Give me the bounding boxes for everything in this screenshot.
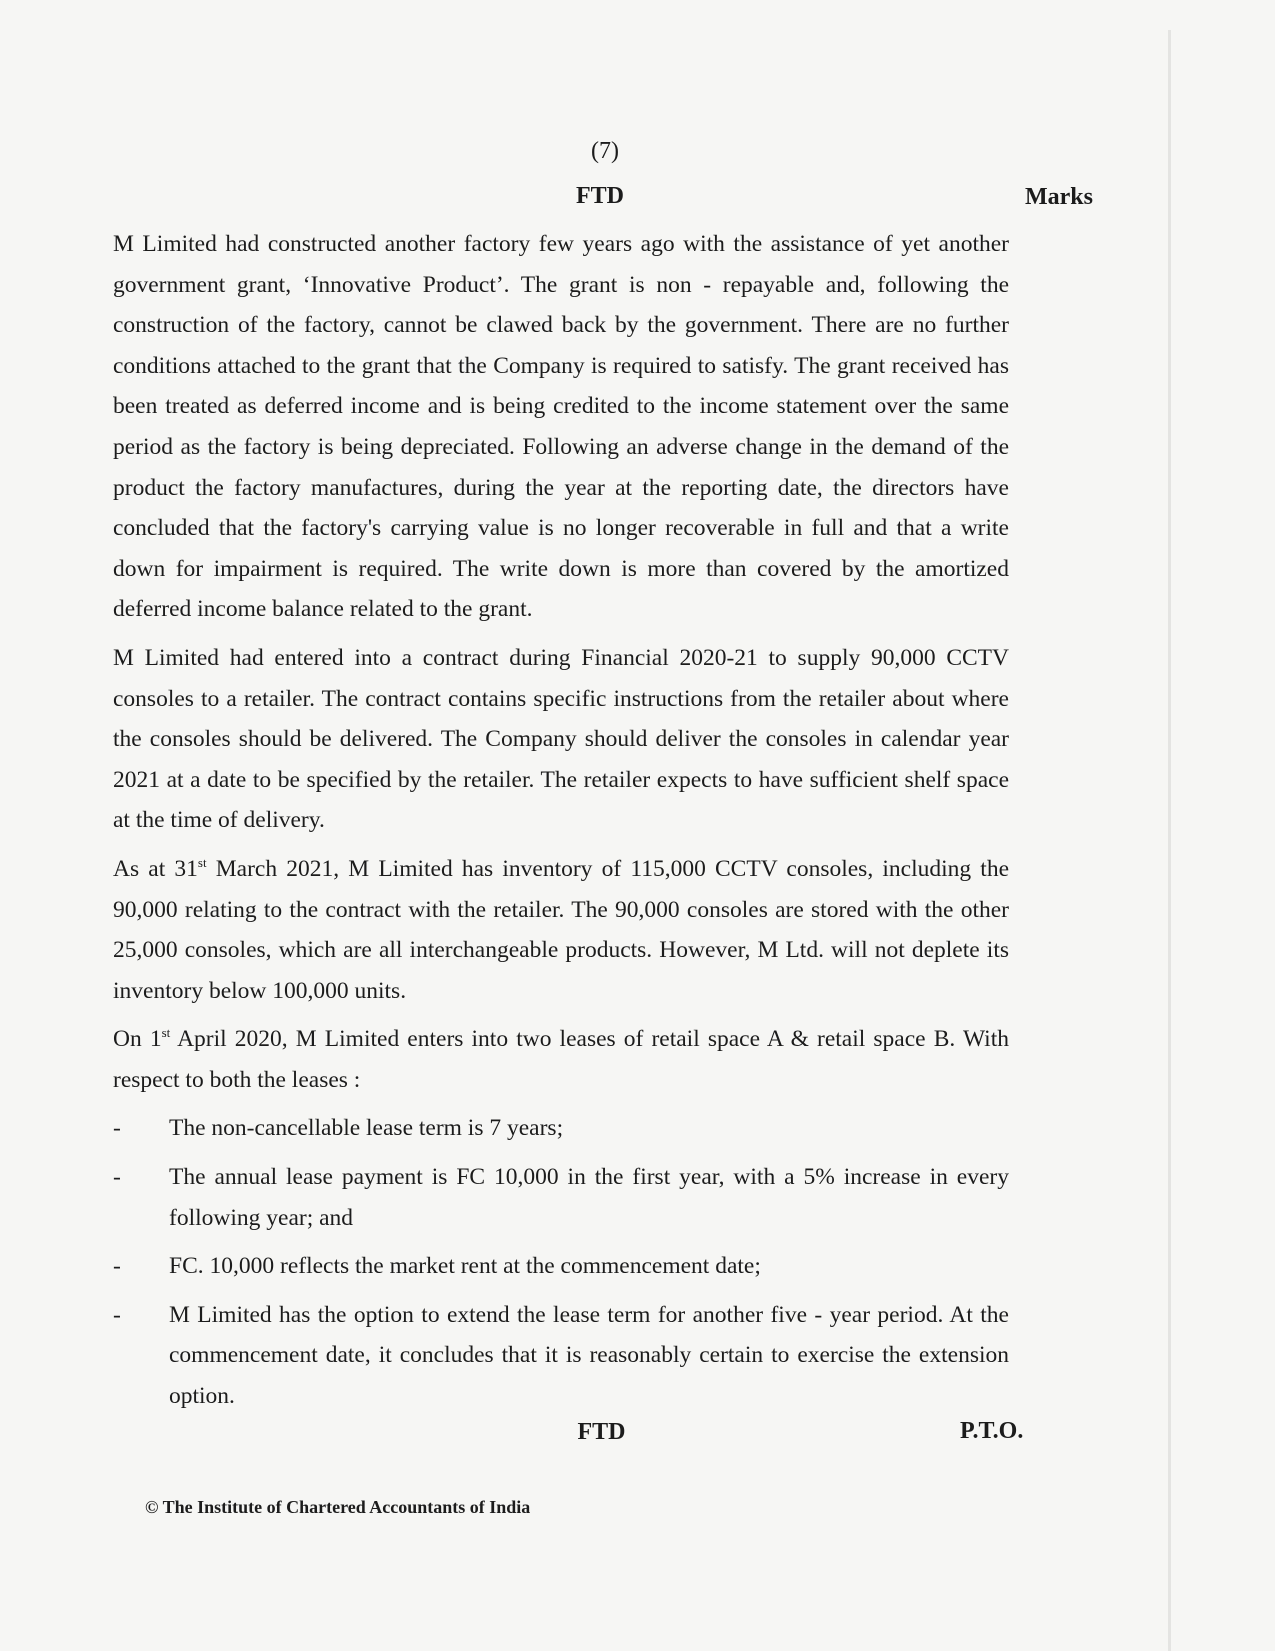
list-item xyxy=(113,1295,1009,1417)
paragraph-contract: M Limited had entered into a contract during Financial 2020-21 to supply 90,000 CCTV consoles to a retailer. The contract contains specific instructions from the retailer about where the consoles should be delivered. The Company should deliver the consoles in calendar year 2021 at a date to be specified by the retailer. The retailer expects to have sufficient shelf space at the time of delivery. xyxy=(113,644,1009,834)
list-item-text: M Limited has the option to extend the lease term for another five - year period. At the commencement date, it concludes that it is reasonably certain to exercise the extension option. xyxy=(169,1301,1009,1410)
ordinal-suffix: st xyxy=(161,1025,171,1041)
dash-bullet: - xyxy=(113,1164,121,1191)
list-item xyxy=(113,1108,1009,1149)
list-item-text: The non-cancellable lease term is 7 years; xyxy=(169,1115,564,1142)
ordinal-suffix: st xyxy=(197,854,207,870)
paragraph-inventory-pre: As at 31 xyxy=(113,855,198,882)
paragraph-grant: M Limited had constructed another factory few years ago with the assistance of yet another government grant, ‘Innovative Product’. The grant is non - repayable and, following the construction of the factory, cannot be clawed back by the government. There are no further conditions attached to the grant that the Company is required to satisfy. The grant received has been treated as deferred income and is being credited to the income statement over the same period as the factory is being depreciated. Following an adverse change in the demand of the product the factory manufactures, during the year at the reporting date, the directors have concluded that the factory's carrying value is no longer recoverable in full and that a write down for impairment is required. The write down is more than covered by the amortized deferred income balance related to the grant. xyxy=(113,231,1009,623)
copyright-notice: © The Institute of Chartered Accountants of India xyxy=(145,1497,531,1517)
dash-bullet: - xyxy=(113,1301,121,1328)
lease-terms-list xyxy=(113,1108,1009,1416)
dash-bullet: - xyxy=(113,1253,121,1280)
question-body xyxy=(113,224,1009,1425)
paragraph-leases xyxy=(113,1019,1009,1100)
list-item-text: FC. 10,000 reflects the market rent at the commencement date; xyxy=(169,1253,761,1280)
list-item xyxy=(113,1157,1009,1238)
paragraph-leases-post: April 2020, M Limited enters into two leases of retail space A & retail space B. With respect to both the leases : xyxy=(113,1026,1009,1093)
page-number: (7) xyxy=(591,138,619,164)
paragraph-leases-pre: On 1 xyxy=(113,1026,162,1053)
marks-column-heading: Marks xyxy=(1025,184,1093,210)
paragraph-inventory-post: March 2021, M Limited has inventory of 115,000 CCTV consoles, including the 90,000 relating to the contract with the retailer. The 90,000 consoles are stored with the other 25,000 consoles, which are all interchangeable products. However, M Ltd. will not deplete its inventory below 100,000 units. xyxy=(113,855,1009,1004)
page-edge xyxy=(1168,30,1171,1651)
list-item-text: The annual lease payment is FC 10,000 in the first year, with a 5% increase in every following year; and xyxy=(169,1164,1009,1231)
dash-bullet: - xyxy=(113,1115,121,1142)
list-item xyxy=(113,1246,1009,1287)
header-paper-code: FTD xyxy=(576,183,624,209)
footer-paper-code: FTD xyxy=(577,1419,626,1445)
paragraph-inventory xyxy=(113,849,1009,1011)
please-turn-over: P.T.O. xyxy=(960,1418,1024,1444)
